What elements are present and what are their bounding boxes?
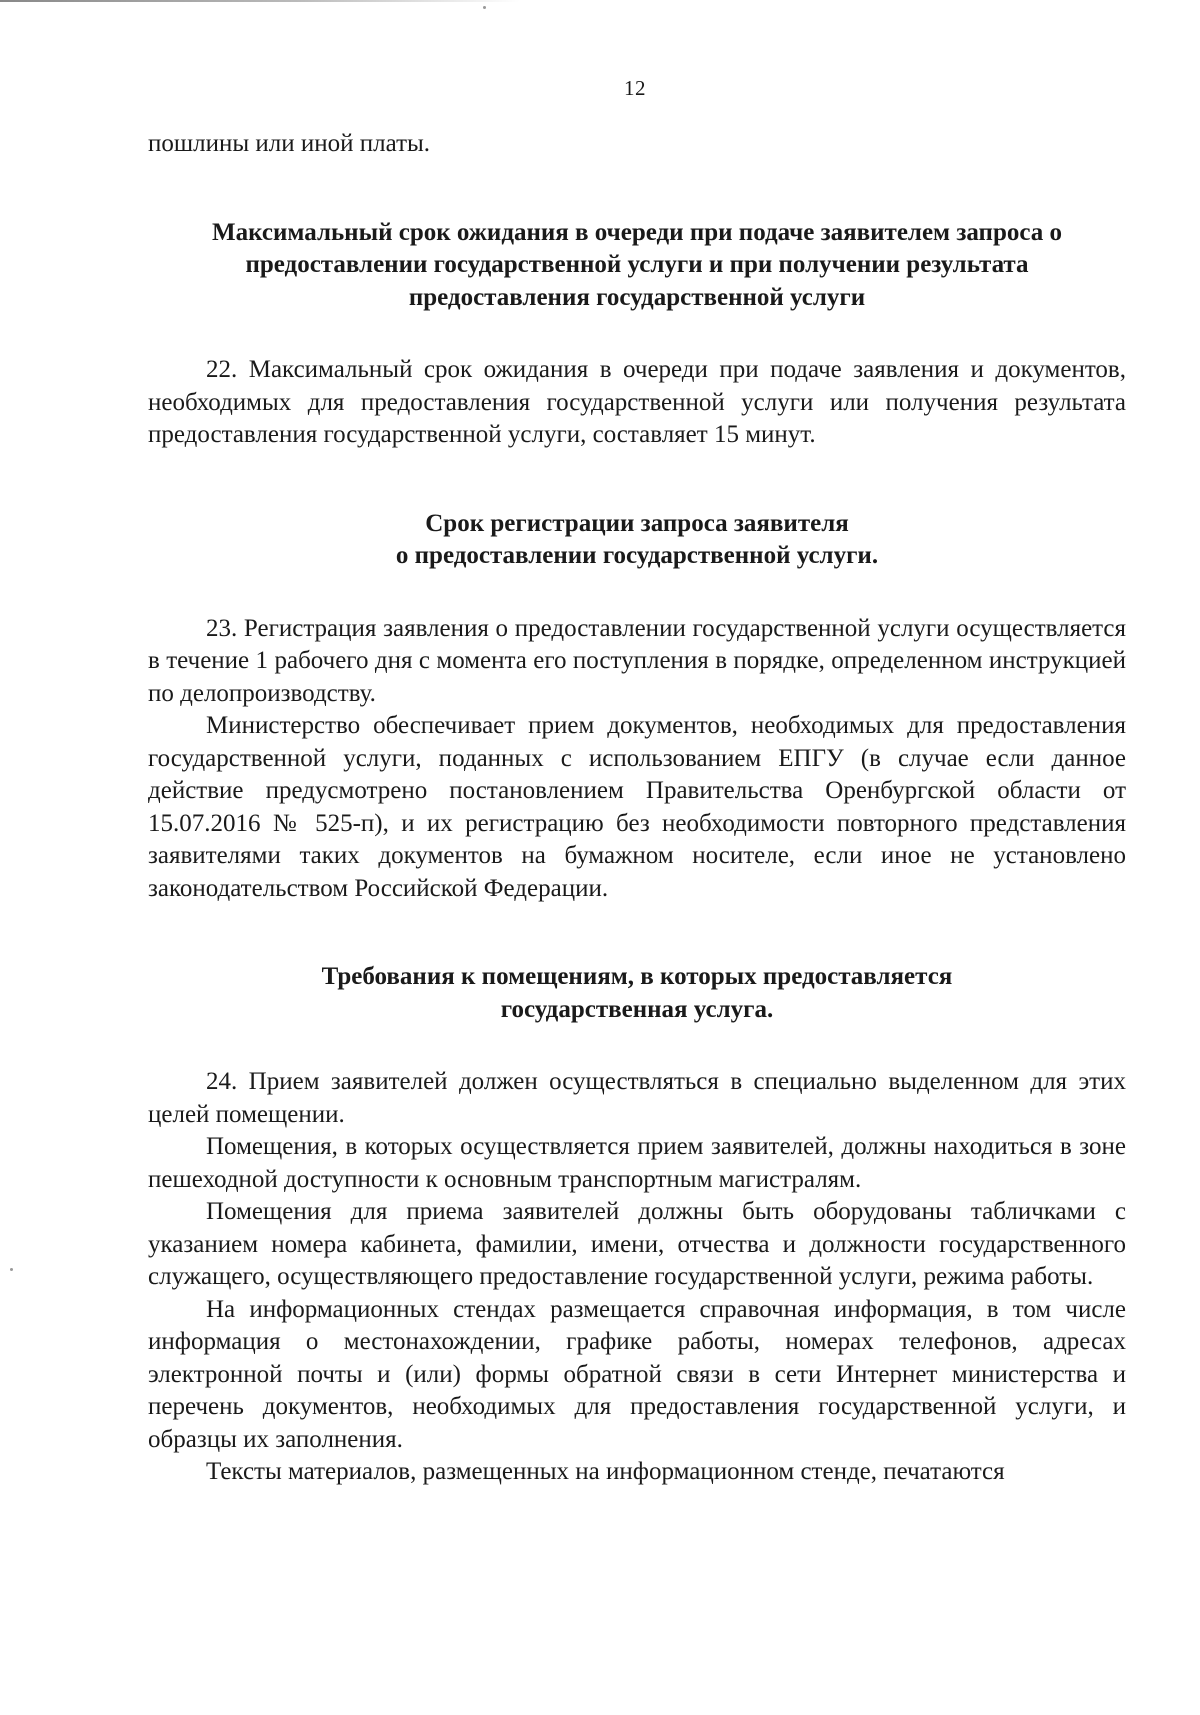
section-heading-line: о предоставлении государственной услуги.	[395, 542, 879, 569]
scan-edge-artifact	[0, 0, 1200, 2]
body-paragraph: На информационных стендах размещается справочная информация, в том числе информация о местонахождении, графике работы, номерах телефонов, адресах электронной почты и (или) формы обратной связи в сети Интернет министерства и перечень документов, необходимых для предоставления государственной услуги, и образцы их заполнения.	[148, 1295, 1126, 1453]
body-paragraph: Тексты материалов, размещенных на информационном стенде, печатаются	[206, 1458, 1005, 1485]
body-paragraph: 22. Максимальный срок ожидания в очереди при подаче заявления и документов, необходимых для предоставления государственной услуги или получения результата предоставления государственной услуги, составляет 15 минут.	[148, 356, 1126, 448]
document-body	[148, 128, 1126, 1489]
body-paragraph: Помещения, в которых осуществляется прием заявителей, должны находиться в зоне пешеходной доступности к основным транспортным магистралям.	[148, 1133, 1126, 1193]
section-heading	[148, 508, 1126, 573]
body-paragraph: 23. Регистрация заявления о предоставлении государственной услуги осуществляется в течение 1 рабочего дня с момента его поступления в порядке, определенном инструкцией по делопроизводству.	[148, 614, 1126, 707]
body-paragraph: пошлины или иной платы.	[148, 130, 431, 157]
section-heading	[148, 961, 1126, 1026]
section-heading-line: предоставлении государственной услуги и при получении результата	[245, 251, 1029, 278]
body-paragraph: Помещения для приема заявителей должны быть оборудованы табличками с указанием номера кабинета, фамилии, имени, отчества и должности государственного служащего, осуществляющего предоставление государственной услуги, режима работы.	[148, 1198, 1126, 1290]
section-heading-line: Требования к помещениям, в которых предоставляется	[321, 963, 953, 990]
body-paragraph: 24. Прием заявителей должен осуществляться в специально выделенном для этих целей помещении.	[148, 1068, 1126, 1128]
section-heading-line: Срок регистрации запроса заявителя	[425, 509, 849, 537]
body-paragraph: Министерство обеспечивает прием документов, необходимых для предоставления государственной услуги, поданных с использованием ЕПГУ (в случае если данное действие предусмотрено постановлением Правительства Оренбургской области от 15.07.2016 № 525-п), и их регистрацию без необходимости повторного представления заявителями таких документов на бумажном носителе, если иное не установлено законодательством Российской Федерации.	[148, 712, 1126, 902]
section-heading-line: государственная услуга.	[500, 995, 774, 1023]
page-number: 12	[624, 76, 646, 100]
section-heading-line: предоставления государственной услуги	[408, 283, 866, 311]
scan-dust-artifact	[483, 6, 486, 9]
section-heading	[148, 217, 1126, 315]
section-heading-line: Максимальный срок ожидания в очереди при подаче заявителем запроса о	[211, 218, 1062, 246]
scan-dust-artifact	[10, 1268, 13, 1271]
